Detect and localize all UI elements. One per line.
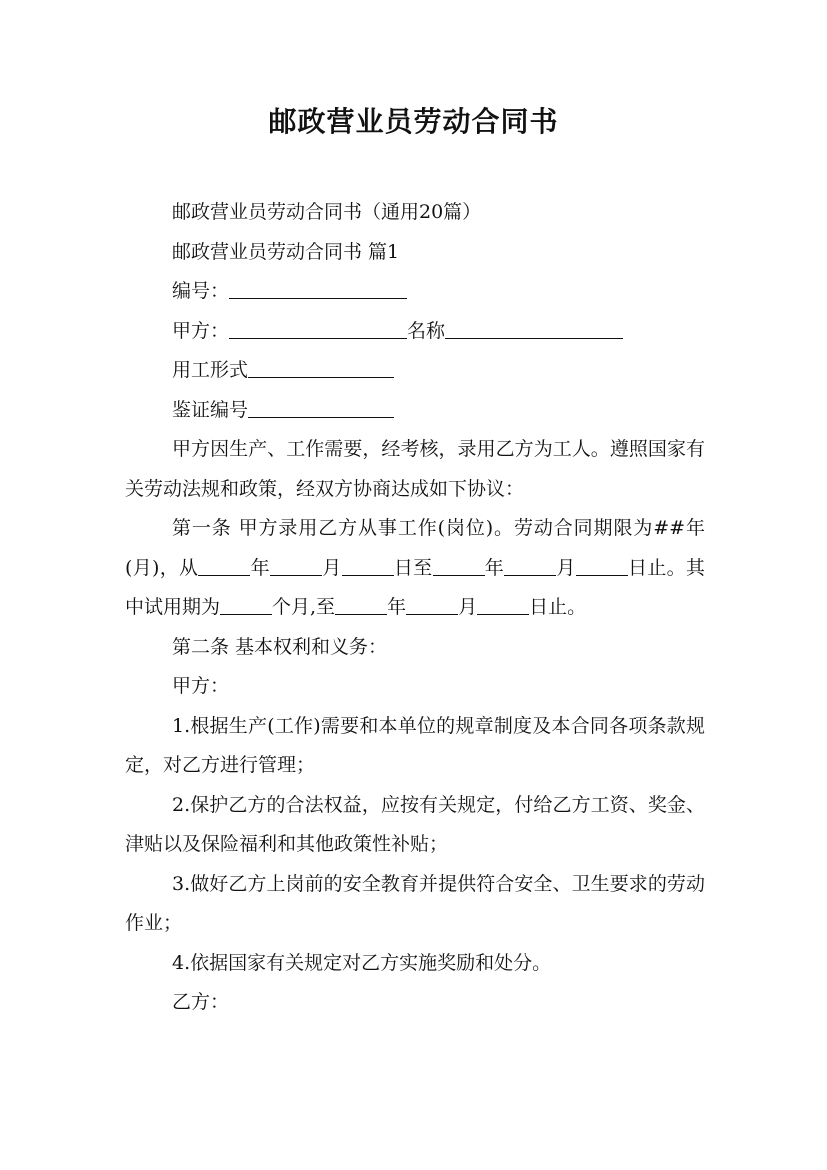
month-label: 月: [556, 556, 576, 579]
verification-number-blank: [248, 395, 394, 418]
employment-form-row: [125, 351, 705, 391]
day-end-label: 日止。其中试用期为: [125, 556, 705, 618]
party-a-item-1: 1.根据生产(工作)需要和本单位的规章制度及本合同各项条款规定，对乙方进行管理；: [125, 714, 705, 776]
end-label: 日止。: [529, 596, 587, 618]
name-label: 名称: [407, 319, 446, 342]
blank-probation-month: [406, 592, 458, 615]
year-label: 年: [250, 556, 270, 579]
party-a-item-3: 3.做好乙方上岗前的安全教育并提供符合安全、卫生要求的劳动作业；: [125, 872, 705, 934]
year-label: 年: [484, 556, 505, 579]
blank-end-month: [504, 553, 556, 576]
article-1-paragraph: [125, 509, 705, 628]
number-label: 编号：: [172, 280, 230, 302]
year-label: 年: [387, 596, 407, 618]
blank-probation-months: [220, 592, 272, 615]
blank-end-year: [433, 553, 485, 576]
party-a-blank: [229, 316, 407, 339]
article-1-text: 第一条 甲方录用乙方从事工作(岗位)。劳动合同期限为##年(月)，从: [125, 517, 705, 579]
number-blank: [229, 276, 407, 299]
employment-form-blank: [248, 355, 394, 378]
blank-probation-day: [477, 592, 529, 615]
party-a-item-2: 2.保护乙方的合法权益，应按有关规定，付给乙方工资、奖金、津贴以及保险福利和其他政策性补贴；: [125, 793, 705, 855]
blank-start-day: [342, 553, 394, 576]
name-blank: [445, 316, 623, 339]
document-body: [125, 193, 705, 1023]
intro-paragraph: 甲方因生产、工作需要，经考核，录用乙方为工人。遵照国家有关劳动法规和政策，经双方协商达成如下协议：: [125, 438, 705, 500]
blank-end-day: [576, 553, 628, 576]
document-subtitle: 邮政营业员劳动合同书（通用20篇）: [172, 201, 482, 223]
verification-number-label: 鉴证编号: [172, 398, 249, 421]
party-a-item-4: 4.依据国家有关规定对乙方实施奖励和处分。: [172, 951, 552, 974]
number-field-row: [125, 272, 705, 312]
month-label: 月: [321, 556, 342, 579]
blank-start-month: [270, 553, 322, 576]
verification-number-row: [125, 391, 705, 431]
month-label: 月: [458, 596, 478, 618]
employment-form-label: 用工形式: [172, 359, 249, 381]
blank-probation-year: [335, 592, 387, 615]
blank-start-year: [198, 553, 250, 576]
party-a-heading: 甲方：: [172, 675, 230, 697]
document-title: 邮政营业员劳动合同书: [268, 105, 559, 138]
months-to-label: 个月,至: [272, 596, 336, 618]
article-2-heading: 第二条 基本权利和义务：: [172, 635, 388, 658]
party-a-field-row: [125, 312, 705, 352]
party-a-label: 甲方：: [172, 319, 230, 342]
party-b-heading: 乙方：: [172, 991, 230, 1013]
day-to-label: 日至: [393, 556, 433, 579]
section-heading: 邮政营业员劳动合同书 篇1: [172, 240, 400, 263]
